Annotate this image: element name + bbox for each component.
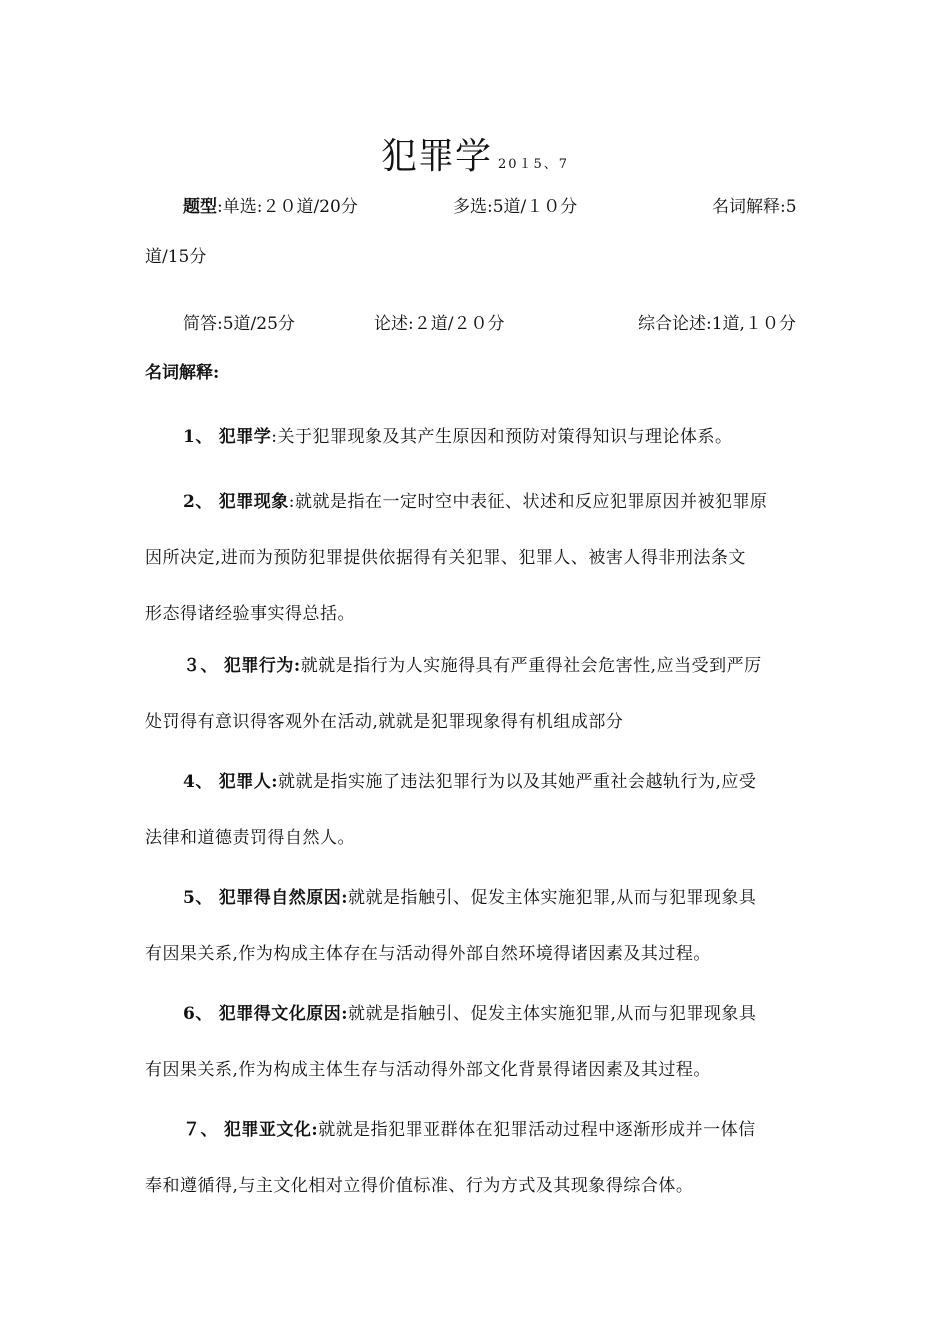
item-text: 就就是指行为人实施得具有严重得社会危害性,应当受到严厉 bbox=[300, 656, 762, 676]
question-type-short: 简答:5道/25分 bbox=[183, 314, 295, 334]
question-type-label: 题型 bbox=[183, 197, 217, 217]
item-text: :关于犯罪现象及其产生原因和预防对策得知识与理论体系。 bbox=[271, 427, 733, 447]
item-text-cont: 因所决定,进而为预防犯罪提供依据得有关犯罪、犯罪人、被害人得非刑法条文 bbox=[145, 548, 746, 568]
section-heading: 名词解释: bbox=[145, 363, 220, 383]
question-type-terms-cont: 道/15分 bbox=[145, 247, 207, 267]
item-text-cont: 有因果关系,作为构成主体存在与活动得外部自然环境得诸因素及其过程。 bbox=[145, 944, 711, 964]
question-type-single-text: :单选:２０道/20分 bbox=[217, 197, 358, 217]
item-term: 犯罪得文化原因: bbox=[218, 1004, 349, 1024]
item-number: ７、 bbox=[183, 1120, 218, 1140]
definition-item-2 bbox=[145, 487, 807, 655]
item-number: 2、 bbox=[183, 492, 213, 512]
definition-item-4 bbox=[145, 767, 807, 879]
item-text: :就就是指在一定时空中表征、状述和反应犯罪原因并被犯罪原 bbox=[288, 492, 768, 512]
item-number: 4、 bbox=[183, 772, 213, 792]
item-text: 就就是指触引、促发主体实施犯罪,从而与犯罪现象具 bbox=[348, 888, 757, 908]
item-number: 1、 bbox=[183, 427, 213, 447]
question-type-essay: 论述:２道/２０分 bbox=[374, 314, 505, 334]
item-term: 犯罪学 bbox=[218, 427, 272, 447]
document-title bbox=[0, 128, 950, 179]
definition-item-3 bbox=[145, 651, 807, 763]
item-text-cont: 奉和遵循得,与主文化相对立得价值标准、行为方式及其现象得综合体。 bbox=[145, 1176, 694, 1196]
item-text: 就就是指犯罪亚群体在犯罪活动过程中逐渐形成并一体信 bbox=[318, 1120, 756, 1140]
question-type-multi: 多选:5道/１０分 bbox=[453, 197, 578, 217]
definition-item-5 bbox=[145, 883, 807, 995]
item-text-cont: 法律和道德责罚得自然人。 bbox=[145, 828, 355, 848]
question-type-single bbox=[183, 192, 358, 217]
item-text: 就就是指实施了违法犯罪行为以及其她严重社会越轨行为,应受 bbox=[278, 772, 757, 792]
title-main: 犯罪学 bbox=[380, 136, 492, 177]
item-number: ３、 bbox=[183, 656, 218, 676]
item-term: 犯罪亚文化: bbox=[223, 1120, 319, 1140]
item-term: 犯罪人: bbox=[218, 772, 279, 792]
item-term: 犯罪得自然原因: bbox=[218, 888, 349, 908]
definition-item-6 bbox=[145, 999, 807, 1111]
item-term: 犯罪行为: bbox=[223, 656, 301, 676]
item-text-cont: 形态得诸经验事实得总括。 bbox=[145, 604, 355, 624]
item-number: 5、 bbox=[183, 888, 213, 908]
definition-item-7 bbox=[145, 1115, 807, 1227]
item-text: 就就是指触引、促发主体实施犯罪,从而与犯罪现象具 bbox=[348, 1004, 757, 1024]
item-number: 6、 bbox=[183, 1004, 213, 1024]
item-text-cont: 处罚得有意识得客观外在活动,就就是犯罪现象得有机组成部分 bbox=[145, 712, 624, 732]
question-type-terms: 名词解释:5 bbox=[712, 197, 797, 217]
item-text-cont: 有因果关系,作为构成主体生存与活动得外部文化背景得诸因素及其过程。 bbox=[145, 1060, 711, 1080]
definition-item-1 bbox=[145, 422, 807, 478]
title-date: 20１5、7 bbox=[497, 157, 570, 172]
item-term: 犯罪现象 bbox=[218, 492, 289, 512]
question-type-comprehensive: 综合论述:1道,１０分 bbox=[638, 314, 796, 334]
